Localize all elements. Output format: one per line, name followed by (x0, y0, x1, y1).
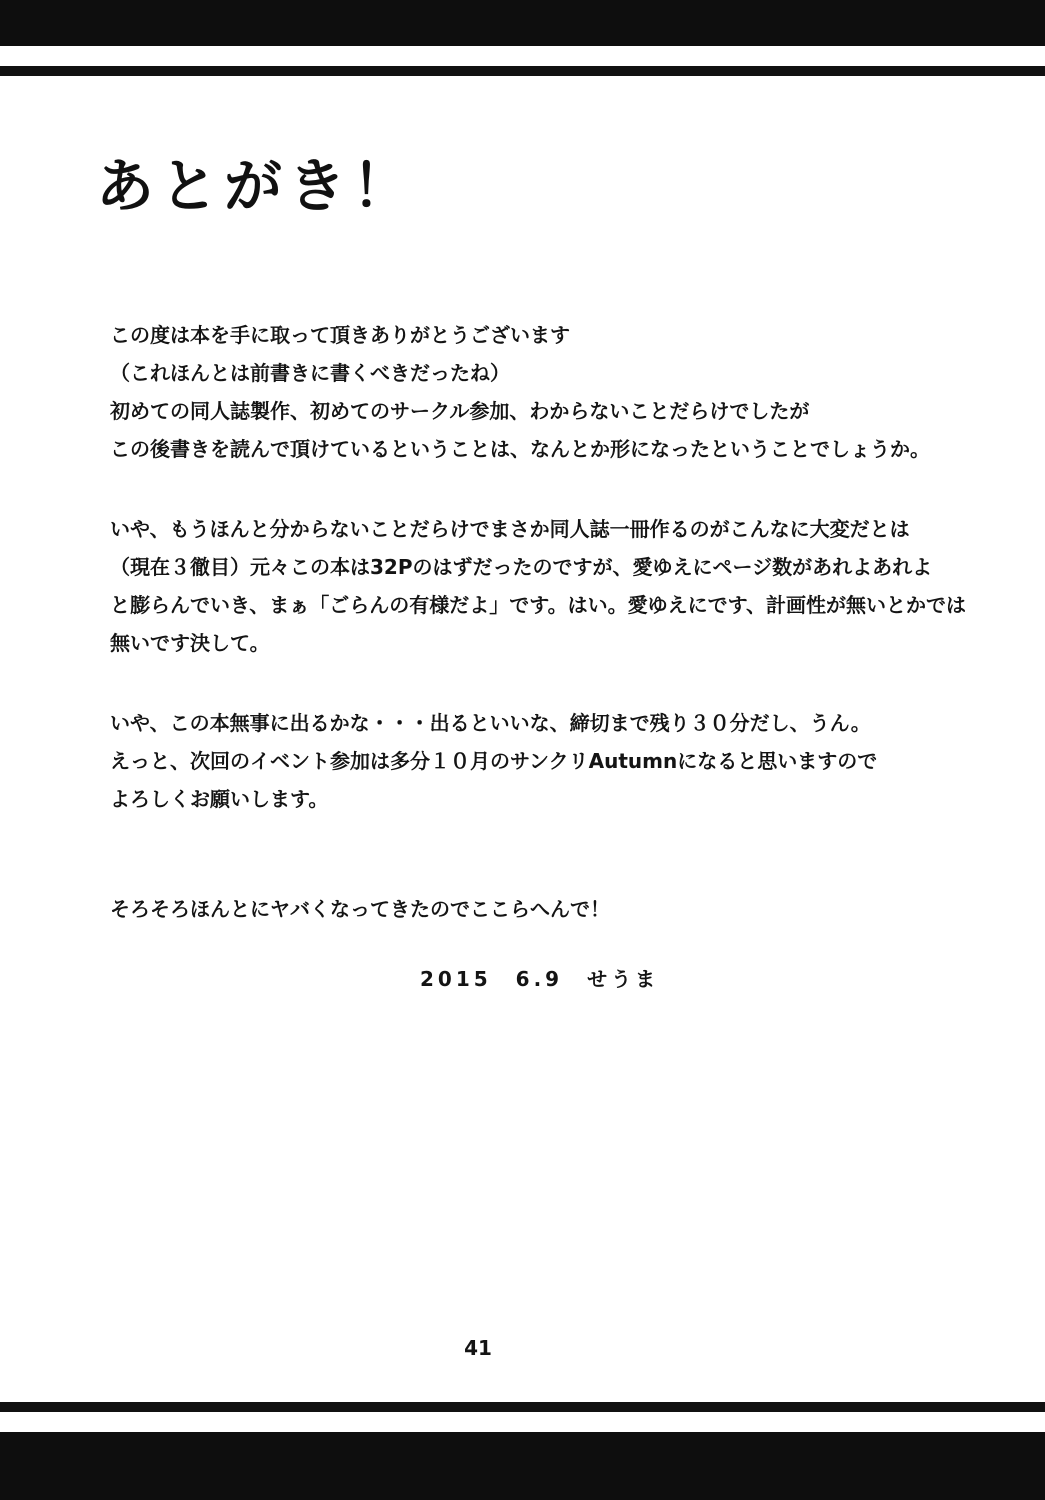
text-line: よろしくお願いします。 (110, 787, 329, 811)
text-line: 初めての同人誌製作、初めてのサークル参加、わからないことだらけでしたが (110, 399, 810, 423)
text-line: と膨らんでいき、まぁ「ごらんの有様だよ」です。はい。愛ゆえにです、計画性が無いとかでは (110, 593, 966, 617)
top-border-band (0, 0, 1045, 46)
text-line: （現在３徹目）元々この本は32Pのはずだったのですが、愛ゆえにページ数があれよあれよ (110, 555, 933, 579)
bottom-rule (0, 1402, 1045, 1412)
paragraph-2 (110, 510, 970, 662)
afterword-body (110, 316, 970, 928)
signature (420, 960, 683, 998)
page-number: 41 (464, 1336, 492, 1360)
paragraph-gap (110, 818, 970, 890)
paragraph-4 (110, 890, 970, 928)
paragraph-gap (110, 662, 970, 704)
text-line: えっと、次回のイベント参加は多分１０月のサンクリAutumnになると思いますので (110, 749, 878, 773)
top-rule (0, 66, 1045, 76)
signature-author: せうま (587, 967, 660, 991)
page-title: あとがき！ (96, 152, 417, 220)
text-line: この後書きを読んで頂けているということは、なんとか形になったということでしょうか。 (110, 437, 930, 461)
text-line: この度は本を手に取って頂きありがとうございます (110, 323, 570, 347)
bottom-border-band (0, 1432, 1045, 1500)
signature-year: 2015 (420, 967, 492, 991)
signature-date: 6.9 (515, 967, 564, 991)
paragraph-3 (110, 704, 970, 818)
text-line: いや、この本無事に出るかな・・・出るといいな、締切まで残り３０分だし、うん。 (110, 711, 871, 735)
text-line: 無いです決して。 (110, 631, 270, 655)
paragraph-gap (110, 468, 970, 510)
text-line: （これほんとは前書きに書くべきだったね） (110, 361, 510, 385)
paragraph-1 (110, 316, 970, 468)
text-line: そろそろほんとにヤバくなってきたのでここらへんで！ (110, 897, 610, 921)
text-line: いや、もうほんと分からないことだらけでまさか同人誌一冊作るのがこんなに大変だとは (110, 517, 910, 541)
